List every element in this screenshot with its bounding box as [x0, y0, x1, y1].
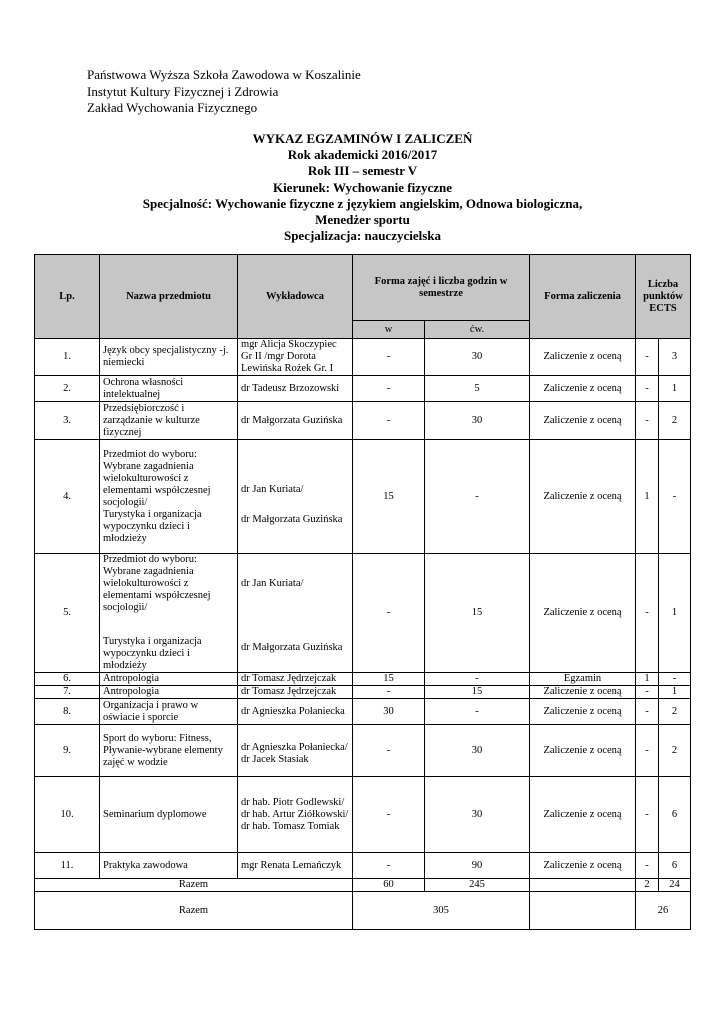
- lecturer-option-b: dr Małgorzata Guzińska: [241, 642, 343, 653]
- total-hours: 305: [353, 892, 530, 930]
- cell-ects-2: -: [659, 673, 691, 686]
- sum-form-empty: [530, 879, 636, 892]
- total-form-empty: [530, 892, 636, 930]
- cell-subject: Praktyka zawodowa: [100, 853, 238, 879]
- cell-lecturer: dr Agnieszka Połaniecka: [238, 699, 353, 725]
- cell-ects-1: -: [636, 686, 659, 699]
- cell-w: -: [353, 554, 425, 673]
- sum-label: Razem: [35, 879, 353, 892]
- cell-ects-2: 2: [659, 402, 691, 440]
- cell-lecturer: [238, 725, 353, 777]
- cell-w: 15: [353, 673, 425, 686]
- cell-w: -: [353, 853, 425, 879]
- cell-lecturer: dr Tadeusz Brzozowski: [238, 376, 353, 402]
- cell-ects-2: 6: [659, 853, 691, 879]
- cell-subject: Seminarium dyplomowe: [100, 777, 238, 853]
- col-hours-group: Forma zajęć i liczba godzin w semestrze: [353, 255, 530, 321]
- cell-ects-1: -: [636, 699, 659, 725]
- col-ects: Liczba punktów ECTS: [636, 255, 691, 339]
- table-row: [35, 376, 691, 402]
- sum-row: [35, 879, 691, 892]
- cell-ects-2: 1: [659, 376, 691, 402]
- title-line: Specjalizacja: nauczycielska: [283, 228, 442, 244]
- cell-form: Zaliczenie z oceną: [530, 376, 636, 402]
- header-line: Państwowa Wyższa Szkoła Zawodowa w Koszalinie: [87, 67, 361, 82]
- cell-cw: 15: [425, 686, 530, 699]
- cell-cw: -: [425, 699, 530, 725]
- lecturer-option-b: dr Małgorzata Guzińska: [241, 513, 343, 525]
- table-row: [35, 853, 691, 879]
- cell-form: Zaliczenie z oceną: [530, 554, 636, 673]
- cell-w: -: [353, 339, 425, 376]
- cell-form: Zaliczenie z oceną: [530, 402, 636, 440]
- title-line: Kierunek: Wychowanie fizyczne: [272, 179, 453, 195]
- cell-ects-1: -: [636, 376, 659, 402]
- cell-cw: 30: [425, 402, 530, 440]
- cell-ects-1: 1: [636, 673, 659, 686]
- cell-lecturer: mgr Alicja Skoczypiec Gr II /mgr Dorota Lewińska Rożek Gr. I: [238, 339, 353, 376]
- cell-lecturer: dr Małgorzata Guzińska: [238, 402, 353, 440]
- cell-lecturer: dr Tomasz Jędrzejczak: [238, 673, 353, 686]
- cell-cw: 90: [425, 853, 530, 879]
- cell-form: Egzamin: [530, 673, 636, 686]
- table-row: [35, 554, 691, 673]
- cell-cw: 15: [425, 554, 530, 673]
- cell-lecturer: mgr Renata Lemańczyk: [238, 853, 353, 879]
- cell-cw: 30: [425, 725, 530, 777]
- cell-ects-1: -: [636, 853, 659, 879]
- cell-w: -: [353, 686, 425, 699]
- cell-form: Zaliczenie z oceną: [530, 440, 636, 554]
- cell-ects-1: -: [636, 339, 659, 376]
- cell-ects-1: 1: [636, 440, 659, 554]
- cell-lp: 4.: [35, 440, 100, 554]
- table-row: [35, 686, 691, 699]
- table-row: [35, 440, 691, 554]
- cell-lp: 11.: [35, 853, 100, 879]
- cell-ects-2: 3: [659, 339, 691, 376]
- document-title: [0, 131, 725, 244]
- total-ects: 26: [636, 892, 691, 930]
- sum-ects-2: 24: [659, 879, 691, 892]
- subject-option-b: Turystyka i organizacja wypoczynku dzieci i młodzieży: [103, 636, 202, 671]
- cell-lp: 9.: [35, 725, 100, 777]
- col-subject: Nazwa przedmiotu: [100, 255, 238, 339]
- cell-ects-2: 2: [659, 699, 691, 725]
- cell-ects-1: -: [636, 777, 659, 853]
- subject-option-a: Przedmiot do wyboru: Wybrane zagadnienia wielokulturowości z elementami współczesnej socjologii/: [103, 448, 211, 508]
- cell-subject: [100, 440, 238, 554]
- cell-subject: Przedsiębiorczość i zarządzanie w kulturze fizycznej: [100, 402, 238, 440]
- cell-lp: 7.: [35, 686, 100, 699]
- cell-lecturer: [238, 554, 353, 673]
- cell-w: -: [353, 402, 425, 440]
- cell-form: Zaliczenie z oceną: [530, 699, 636, 725]
- col-w: w: [353, 321, 425, 339]
- cell-lp: 6.: [35, 673, 100, 686]
- cell-ects-1: -: [636, 402, 659, 440]
- col-cw: ćw.: [425, 321, 530, 339]
- cell-subject: Organizacja i prawo w oświacie i sporcie: [100, 699, 238, 725]
- subject-option-a: Przedmiot do wyboru: Wybrane zagadnienia wielokulturowości z elementami współczesnej socjologii/: [103, 554, 211, 613]
- header-line: Instytut Kultury Fizycznej i Zdrowia: [87, 83, 279, 99]
- cell-w: -: [353, 725, 425, 777]
- sum-ects-1: 2: [636, 879, 659, 892]
- cell-subject: Antropologia: [100, 686, 238, 699]
- cell-w: 15: [353, 440, 425, 554]
- cell-cw: -: [425, 440, 530, 554]
- cell-cw: 5: [425, 376, 530, 402]
- cell-lecturer: dr Tomasz Jędrzejczak: [238, 686, 353, 699]
- cell-ects-2: 1: [659, 554, 691, 673]
- cell-w: 30: [353, 699, 425, 725]
- lecturer-option-a: dr Jan Kuriata/: [241, 483, 304, 495]
- cell-ects-1: -: [636, 725, 659, 777]
- title-line: Rok akademicki 2016/2017: [287, 147, 438, 163]
- sum-w: 60: [353, 879, 425, 892]
- cell-lecturer: [238, 440, 353, 554]
- cell-ects-2: 2: [659, 725, 691, 777]
- exams-table: [34, 254, 691, 930]
- lecturer-option-a: dr Jan Kuriata/: [241, 578, 304, 589]
- table-row: [35, 725, 691, 777]
- table-row: [35, 699, 691, 725]
- title-line: Specjalność: Wychowanie fizyczne z językiem angielskim, Odnowa biologiczna,: [142, 195, 583, 211]
- table-row: [35, 339, 691, 376]
- cell-ects-2: 1: [659, 686, 691, 699]
- institution-header: [87, 67, 361, 117]
- cell-lp: 5.: [35, 554, 100, 673]
- cell-lp: 3.: [35, 402, 100, 440]
- cell-cw: 30: [425, 777, 530, 853]
- cell-cw: -: [425, 673, 530, 686]
- cell-ects-2: 6: [659, 777, 691, 853]
- cell-w: -: [353, 376, 425, 402]
- cell-lp: 2.: [35, 376, 100, 402]
- total-row: [35, 892, 691, 930]
- cell-subject: [100, 554, 238, 673]
- lecturer-text: dr Agnieszka Połaniecka/ dr Jacek Stasiak: [241, 741, 348, 765]
- header-line: Zakład Wychowania Fizycznego: [87, 100, 258, 115]
- title-line: Menedżer sportu: [315, 212, 410, 228]
- title-line: WYKAZ EGZAMINÓW I ZALICZEŃ: [252, 131, 473, 146]
- col-form: Forma zaliczenia: [530, 255, 636, 339]
- total-label: Razem: [35, 892, 353, 930]
- cell-ects-2: -: [659, 440, 691, 554]
- cell-ects-1: -: [636, 554, 659, 673]
- cell-form: Zaliczenie z oceną: [530, 853, 636, 879]
- cell-subject: Sport do wyboru: Fitness, Pływanie-wybrane elementy zajęć w wodzie: [100, 725, 238, 777]
- cell-form: Zaliczenie z oceną: [530, 777, 636, 853]
- cell-lp: 10.: [35, 777, 100, 853]
- cell-lp: 1.: [35, 339, 100, 376]
- title-line: Rok III – semestr V: [307, 163, 418, 179]
- cell-subject: Antropologia: [100, 673, 238, 686]
- cell-subject: Język obcy specjalistyczny -j. niemiecki: [100, 339, 238, 376]
- col-lecturer: Wykładowca: [238, 255, 353, 339]
- cell-form: Zaliczenie z oceną: [530, 686, 636, 699]
- cell-form: Zaliczenie z oceną: [530, 339, 636, 376]
- cell-w: -: [353, 777, 425, 853]
- header-row: [35, 255, 691, 321]
- table-row: [35, 673, 691, 686]
- cell-subject: Ochrona własności intelektualnej: [100, 376, 238, 402]
- cell-lecturer: dr hab. Piotr Godlewski/ dr hab. Artur Ziółkowski/ dr hab. Tomasz Tomiak: [238, 777, 353, 853]
- col-lp: Lp.: [35, 255, 100, 339]
- cell-cw: 30: [425, 339, 530, 376]
- subject-option-b: Turystyka i organizacja wypoczynku dzieci i młodzieży: [103, 508, 202, 544]
- table-row: [35, 402, 691, 440]
- sum-cw: 245: [425, 879, 530, 892]
- cell-form: Zaliczenie z oceną: [530, 725, 636, 777]
- table-row: [35, 777, 691, 853]
- cell-lp: 8.: [35, 699, 100, 725]
